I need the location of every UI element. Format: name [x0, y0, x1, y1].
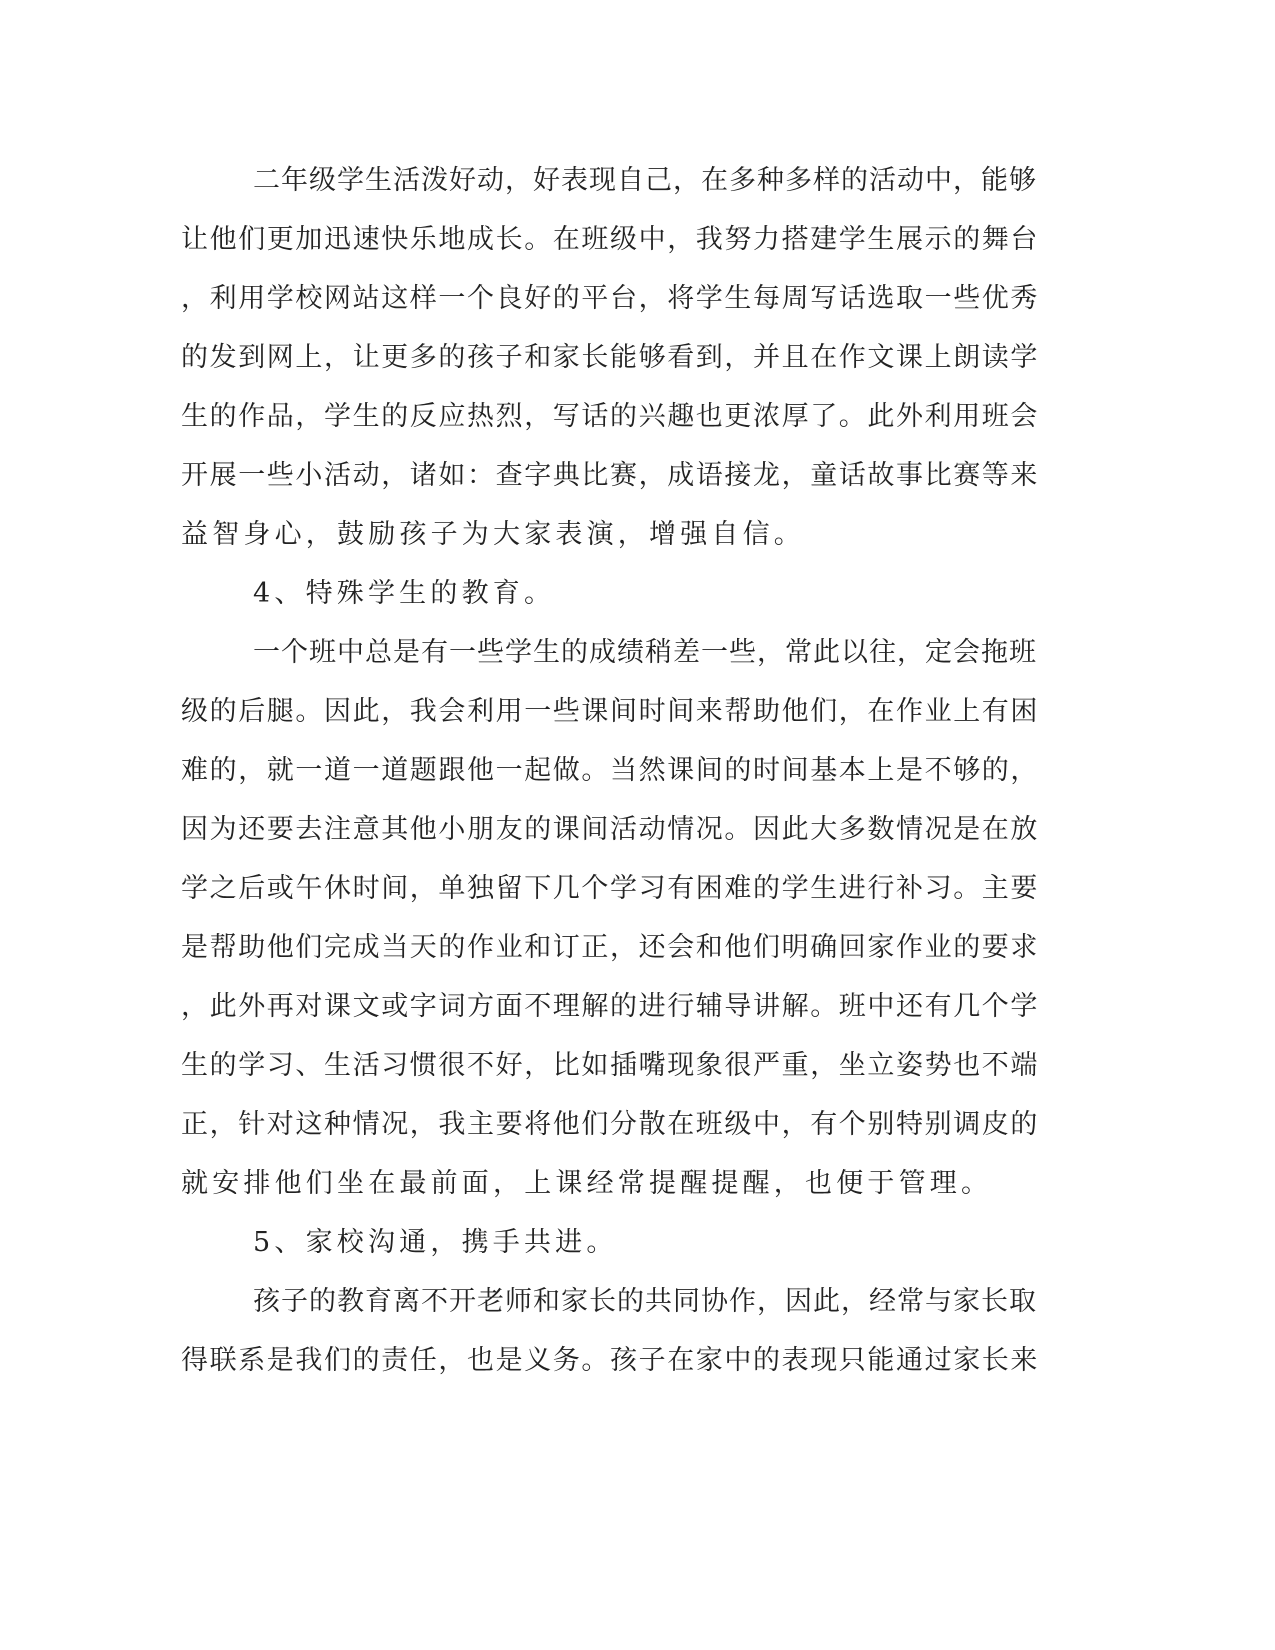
text-line-5: 生的作品，学生的反应热烈，写话的兴趣也更浓厚了。此外利用班会 [181, 401, 1039, 432]
text-line-10: 级的后腿。因此，我会利用一些课间时间来帮助他们，在作业上有困 [181, 696, 1039, 727]
text-line-9: 一个班中总是有一些学生的成绩稍差一些，常此以往，定会拖班 [253, 637, 1037, 668]
text-line-7: 益智身心，鼓励孩子为大家表演，增强自信。 [181, 519, 805, 550]
text-line-18: 就安排他们坐在最前面，上课经常提醒提醒，也便于管理。 [181, 1168, 993, 1199]
section-heading-5: 5、家校沟通，携手共进。 [253, 1227, 618, 1258]
text-line-20: 孩子的教育离不开老师和家长的共同协作，因此，经常与家长取 [253, 1286, 1037, 1317]
text-line-2: 让他们更加迅速快乐地成长。在班级中，我努力搭建学生展示的舞台 [181, 224, 1039, 255]
text-line-16: 生的学习、生活习惯很不好，比如插嘴现象很严重，坐立姿势也不端 [181, 1050, 1039, 1081]
section-heading-4: 4、特殊学生的教育。 [253, 578, 556, 609]
text-line-11: 难的，就一道一道题跟他一起做。当然课间的时间基本上是不够的， [181, 755, 1039, 786]
text-line-14: 是帮助他们完成当天的作业和订正，还会和他们明确回家作业的要求 [181, 932, 1039, 963]
text-line-15: ，此外再对课文或字词方面不理解的进行辅导讲解。班中还有几个学 [181, 991, 1039, 1022]
text-line-21: 得联系是我们的责任，也是义务。孩子在家中的表现只能通过家长来 [181, 1345, 1039, 1376]
text-line-17: 正，针对这种情况，我主要将他们分散在班级中，有个别特别调皮的 [181, 1109, 1039, 1140]
text-line-13: 学之后或午休时间，单独留下几个学习有困难的学生进行补习。主要 [181, 873, 1039, 904]
text-line-4: 的发到网上，让更多的孩子和家长能够看到，并且在作文课上朗读学 [181, 342, 1039, 373]
text-line-6: 开展一些小活动，诸如：查字典比赛，成语接龙，童话故事比赛等来 [181, 460, 1039, 491]
text-line-1: 二年级学生活泼好动，好表现自己，在多种多样的活动中，能够 [253, 165, 1037, 196]
text-line-3: ，利用学校网站这样一个良好的平台，将学生每周写话选取一些优秀 [181, 283, 1039, 314]
text-line-12: 因为还要去注意其他小朋友的课间活动情况。因此大多数情况是在放 [181, 814, 1039, 845]
